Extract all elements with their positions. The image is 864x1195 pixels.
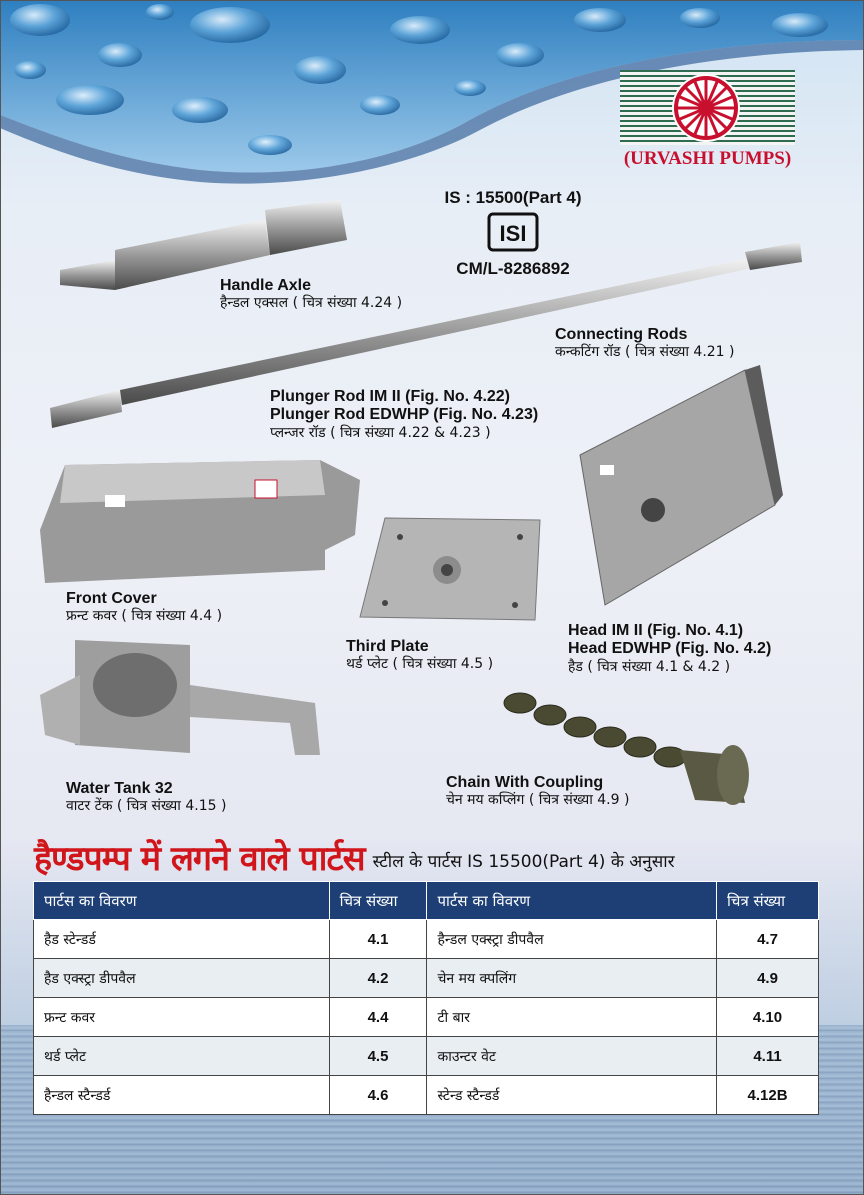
isi-standard: IS : 15500(Part 4) xyxy=(444,188,582,207)
label-hi: चेन मय कप्लिंग ( चित्र संख्या 4.9 ) xyxy=(446,792,630,809)
heading-main: हैण्डपम्प में लगने वाले पार्टस xyxy=(34,839,365,879)
table-cell: चेन मय क्पलिंग xyxy=(427,959,717,998)
table-row xyxy=(34,1037,819,1076)
table-cell: हैन्डल स्टैन्डर्ड xyxy=(34,1076,330,1115)
table-cell: 4.12B xyxy=(717,1076,819,1115)
label-chain-coupling xyxy=(446,774,629,808)
water-tank-image xyxy=(40,635,330,760)
table-header-row xyxy=(34,882,819,920)
label-en: Connecting Rods xyxy=(555,326,688,343)
label-connecting-rods xyxy=(555,326,735,360)
section-heading xyxy=(34,828,834,879)
table-cell: 4.6 xyxy=(329,1076,427,1115)
table-cell: 4.4 xyxy=(329,998,427,1037)
table-cell: 4.10 xyxy=(717,998,819,1037)
table-cell: हैन्डल एक्स्ट्रा डीपवैल xyxy=(427,920,717,959)
table-cell: टी बार xyxy=(427,998,717,1037)
parts-table xyxy=(33,881,819,1115)
header-description-2: पार्टस का विवरण xyxy=(427,882,717,920)
label-en: Plunger Rod IM II (Fig. No. 4.22) xyxy=(270,388,511,405)
table-cell: फ्रन्ट कवर xyxy=(34,998,330,1037)
table-cell: थर्ड प्लेट xyxy=(34,1037,330,1076)
isi-licence: CM/L-8286892 xyxy=(456,259,570,278)
label-hi: फ्रन्ट कवर ( चित्र संख्या 4.4 ) xyxy=(66,608,223,625)
label-hi: कन्कटिंग रॉड ( चित्र संख्या 4.21 ) xyxy=(555,344,735,361)
table-cell: 4.9 xyxy=(717,959,819,998)
table-row xyxy=(34,959,819,998)
table-cell: काउन्टर वेट xyxy=(427,1037,717,1076)
label-third-plate xyxy=(346,638,493,672)
brand-name: (URVASHI PUMPS) xyxy=(623,148,792,169)
table-cell: हैड एक्स्ट्रा डीपवैल xyxy=(34,959,330,998)
label-en: Head IM II (Fig. No. 4.1) xyxy=(568,622,744,639)
table-cell: हैड स्टेन्डर्ड xyxy=(34,920,330,959)
table-row xyxy=(34,920,819,959)
header-figure-1: चित्र संख्या xyxy=(329,882,427,920)
label-head xyxy=(568,622,771,675)
label-handle-axle xyxy=(220,277,402,311)
label-en-2: Head EDWHP (Fig. No. 4.2) xyxy=(568,640,772,658)
label-en: Third Plate xyxy=(346,638,429,655)
header-figure-2: चित्र संख्या xyxy=(717,882,819,920)
head-image xyxy=(575,365,785,610)
label-hi: थर्ड प्लेट ( चित्र संख्या 4.5 ) xyxy=(346,656,494,673)
header-description-1: पार्टस का विवरण xyxy=(34,882,330,920)
label-hi: प्लन्जर रॉड ( चित्र संख्या 4.22 & 4.23 ) xyxy=(270,424,491,441)
third-plate-image xyxy=(355,515,545,625)
table-cell: 4.7 xyxy=(717,920,819,959)
table-cell: 4.5 xyxy=(329,1037,427,1076)
isi-mark-text: ISI xyxy=(499,221,527,246)
label-en: Handle Axle xyxy=(220,277,311,294)
label-en: Chain With Coupling xyxy=(446,774,604,791)
label-en-2: Plunger Rod EDWHP (Fig. No. 4.23) xyxy=(270,406,539,424)
label-plunger-rod xyxy=(270,388,538,441)
heading-sub: स्टील के पार्टस IS 15500(Part 4) के अनुसार xyxy=(372,852,675,872)
table-cell: 4.2 xyxy=(329,959,427,998)
table-row xyxy=(34,1076,819,1115)
table-cell: 4.1 xyxy=(329,920,427,959)
label-hi: हैन्डल एक्सल ( चित्र संख्या 4.24 ) xyxy=(220,295,403,312)
label-en: Front Cover xyxy=(66,590,157,607)
table-row xyxy=(34,998,819,1037)
table-cell: 4.11 xyxy=(717,1037,819,1076)
wheel-emblem-icon xyxy=(670,72,742,144)
brand-logo xyxy=(620,70,795,170)
front-cover-image xyxy=(35,455,365,585)
label-water-tank xyxy=(66,780,226,814)
label-hi: वाटर टेंक ( चित्र संख्या 4.15 ) xyxy=(66,798,227,815)
label-hi: हैड ( चित्र संख्या 4.1 & 4.2 ) xyxy=(568,658,731,675)
table-cell: स्टेन्ड स्टैन्डर्ड xyxy=(427,1076,717,1115)
label-en: Water Tank 32 xyxy=(66,780,173,797)
label-front-cover xyxy=(66,590,222,624)
